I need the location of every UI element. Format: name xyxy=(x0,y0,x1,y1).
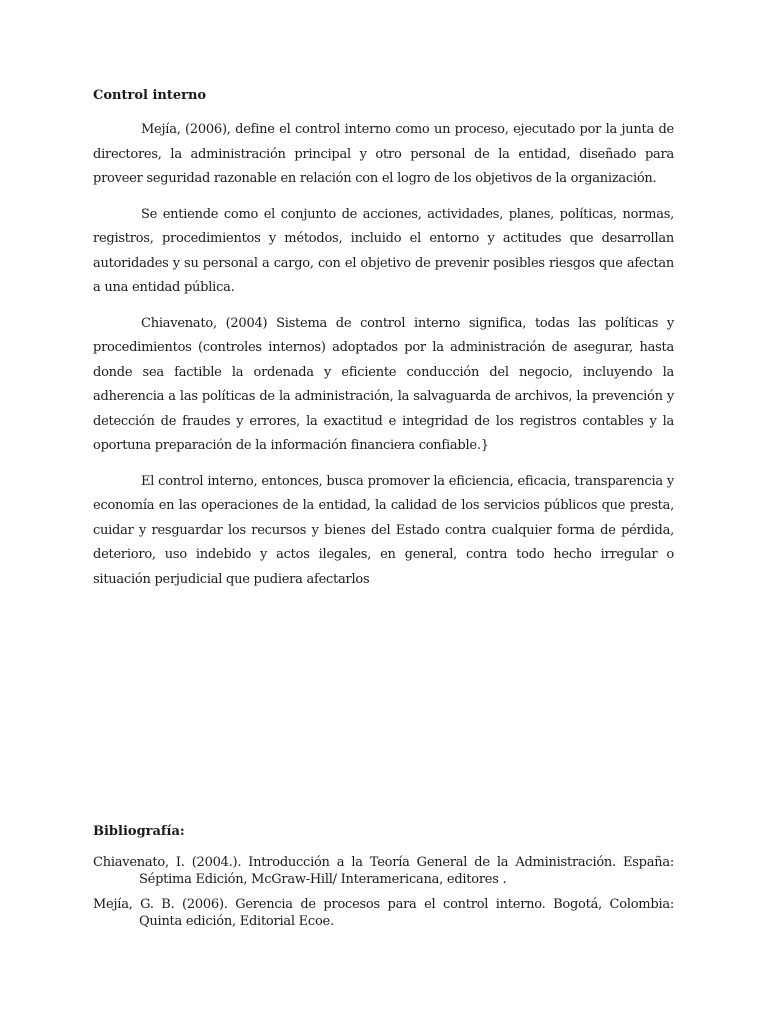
bibliography-section xyxy=(93,822,674,938)
reference-chiavenato: Chiavenato, I. (2004.). Introducción a la Teoría General de la Administración. España: Séptima Edición, McGraw-Hill/ Interamericana, editores . xyxy=(93,855,674,887)
paragraph-definition-mejia: Mejía, (2006), define el control interno como un proceso, ejecutado por la junta de directores, la administración principal y otro personal de la entidad, diseñado para proveer seguridad razonable en relación con el logro de los objetivos de la organización. xyxy=(93,122,674,186)
reference-mejia: Mejía, G. B. (2006). Gerencia de procesos para el control interno. Bogotá, Colombia: Quinta edición, Editorial Ecoe. xyxy=(93,897,674,929)
section-title: Control interno xyxy=(93,88,207,103)
paragraph-conclusion: El control interno, entonces, busca promover la eficiencia, eficacia, transparencia y economía en las operaciones de la entidad, la calidad de los servicios públicos que presta, cuidar y resguardar los recursos y bienes del Estado contra cualquier forma de pérdida, deterioro, uso indebido y actos ilegales, en general, contra todo hecho irregular o situación perjudicial que pudiera afectarlos xyxy=(93,473,674,587)
paragraph-conjunto-acciones: Se entiende como el conjunto de acciones, actividades, planes, políticas, normas, registros, procedimientos y métodos, incluido el entorno y actitudes que desarrollan autoridades y su personal a cargo, con el objetivo de prevenir posibles riesgos que afectan a una entidad pública. xyxy=(93,206,674,295)
bibliography-title: Bibliografía: xyxy=(93,824,185,839)
document-body xyxy=(93,86,674,603)
paragraph-chiavenato: Chiavenato, (2004) Sistema de control interno significa, todas las políticas y procedimientos (controles internos) adoptados por la administración de asegurar, hasta donde sea factible la ordenada y eficiente conducción del negocio, incluyendo la adherencia a las políticas de la administración, la salvaguarda de archivos, la prevención y detección de fraudes y errores, la exactitud e integridad de los registros contables y la oportuna preparación de la información financiera confiable.} xyxy=(93,315,674,453)
